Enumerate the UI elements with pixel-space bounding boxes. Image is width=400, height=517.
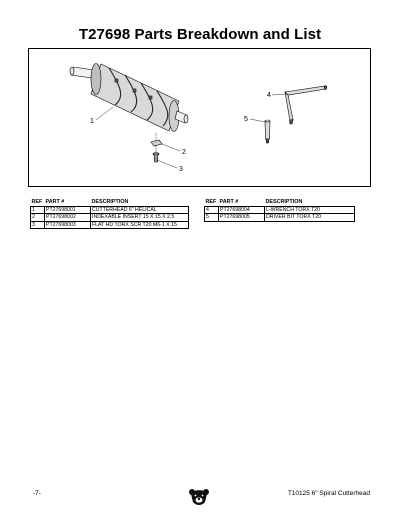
table-row [31, 207, 189, 214]
header-ref: REF [31, 199, 43, 205]
callout-2: 2 [182, 149, 186, 156]
page-title: T27698 Parts Breakdown and List [78, 26, 322, 43]
cell-part: PT27698005 [219, 214, 265, 221]
cell-part: PT27698002 [45, 214, 91, 221]
insert-and-screw-drawing [151, 133, 162, 162]
table-row [205, 207, 355, 214]
cell-ref: 2 [31, 214, 45, 221]
footer-manual-title: T10125 6" Spiral Cutterhead [287, 490, 370, 497]
header-description: DESCRIPTION [265, 199, 303, 205]
parts-table-left [30, 198, 189, 229]
cell-part: PT27698001 [45, 207, 91, 214]
l-wrench-drawing [285, 86, 327, 124]
parts-diagram-drawing [29, 49, 372, 188]
callout-4: 4 [267, 92, 271, 99]
table-row [31, 221, 189, 228]
callout-3: 3 [179, 166, 183, 173]
cell-description: CUTTERHEAD 6" HELICAL [91, 207, 189, 214]
callout-1: 1 [90, 118, 94, 125]
cell-ref: 3 [31, 221, 45, 228]
table-row [31, 214, 189, 221]
bear-head-logo-icon [188, 488, 210, 511]
cell-ref: 1 [31, 207, 45, 214]
footer-page-number: -7- [33, 490, 41, 497]
cell-part: PT27698004 [219, 207, 265, 214]
cell-description: DRIVER BIT TORX T20 [265, 214, 355, 221]
callout-5: 5 [244, 116, 248, 123]
cell-ref: 5 [205, 214, 219, 221]
parts-diagram [28, 48, 371, 187]
cell-description: L-WRENCH TORX T20 [265, 207, 355, 214]
header-part: PART # [219, 199, 239, 205]
driver-bit-drawing [265, 120, 270, 143]
header-part: PART # [45, 199, 65, 205]
table-row [205, 214, 355, 221]
cell-ref: 4 [205, 207, 219, 214]
cell-description: FLAT HD TORX SCR T20 M6-1 X 15 [91, 221, 189, 228]
cutterhead-drawing [70, 64, 188, 132]
cell-part: PT27698003 [45, 221, 91, 228]
cell-description: INDEXABLE INSERT 15 X 15 X 2.5 [91, 214, 189, 221]
header-ref: REF [205, 199, 217, 205]
parts-table-right [204, 198, 355, 222]
header-description: DESCRIPTION [91, 199, 129, 205]
